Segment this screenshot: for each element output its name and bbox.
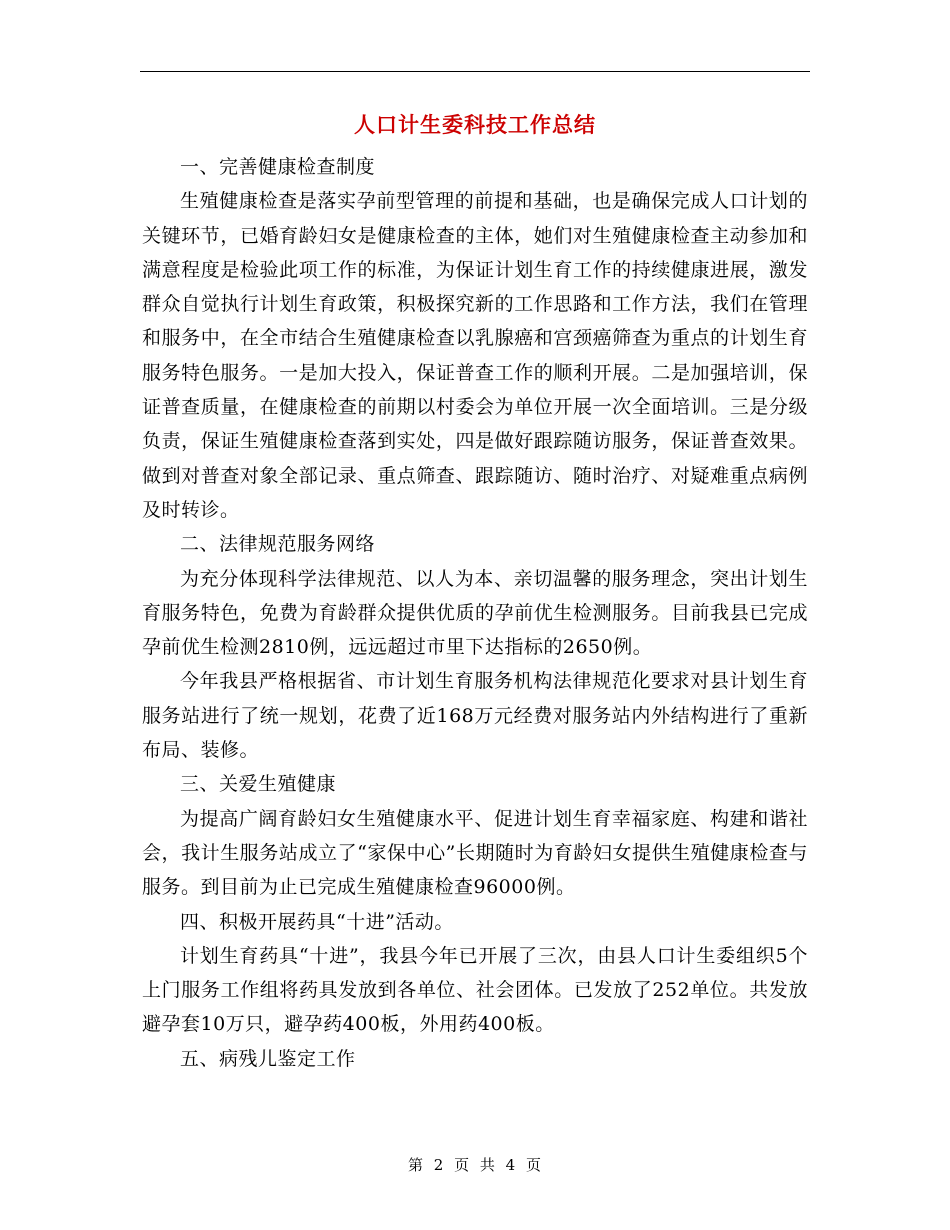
section-heading-1: 一、完善健康检查制度 xyxy=(180,156,376,178)
document-title: 人口计生委科技工作总结 xyxy=(354,112,596,137)
page-footer: 第 2 页 共 4 页 xyxy=(408,1156,542,1174)
section-heading-3: 三、关爱生殖健康 xyxy=(180,773,337,796)
paragraph-health-check: 生殖健康检查是落实孕前型管理的前提和基础，也是确保完成人口计划的关键环节，已婚育龄妇女是健康检查的主体，她们对生殖健康检查主动参加和满意程度是检验此项工作的标准，为保证计划生育工作的持续健康进展，激发群众自觉执行计划生育政策，积极探究新的工作思路和工作方法，我们在管理和服务中，在全市结合生殖健康检查以乳腺癌和宫颈癌筛查为重点的计划生育服务特色服务。一是加大投入，保证普查工作的顺利开展。二是加强培训，保证普查质量，在健康检查的前期以村委会为单位开展一次全面培训。三是分级负责，保证生殖健康检查落到实处，四是做好跟踪随访服务，保证普查效果。做到对普查对象全部记录、重点筛查、跟踪随访、随时治疗、对疑难重点病例及时转诊。 xyxy=(142,190,808,521)
section-heading-5: 五、病残儿鉴定工作 xyxy=(180,1047,356,1070)
paragraph-reproductive-health: 为提高广阔育龄妇女生殖健康水平、促进计划生育幸福家庭、构建和谐社会，我计生服务站成立了“家保中心”长期随时为育龄妇女提供生殖健康检查与服务。到目前为止已完成生殖健康检查96000例。 xyxy=(142,807,808,899)
section-heading-2: 二、法律规范服务网络 xyxy=(180,533,376,556)
header-rule xyxy=(140,71,810,72)
section-heading-4: 四、积极开展药具“十进”活动。 xyxy=(180,910,454,933)
paragraph-service-station: 今年我县严格根据省、市计划生育服务机构法律规范化要求对县计划生育服务站进行了统一规划，花费了近168万元经费对服务站内外结构进行了重新布局、装修。 xyxy=(142,670,808,762)
document-body xyxy=(142,150,808,1076)
paragraph-contraceptive-distribution: 计划生育药具“十进”，我县今年已开展了三次，由县人口计生委组织5个上门服务工作组将药具发放到各单位、社会团体。已发放了252单位。共发放避孕套10万只，避孕药400板，外用药400板。 xyxy=(142,944,808,1036)
paragraph-prenatal-testing: 为充分体现科学法律规范、以人为本、亲切温馨的服务理念，突出计划生育服务特色，免费为育龄群众提供优质的孕前优生检测服务。目前我县已完成孕前优生检测2810例，远远超过市里下达指标的2650例。 xyxy=(142,567,808,659)
